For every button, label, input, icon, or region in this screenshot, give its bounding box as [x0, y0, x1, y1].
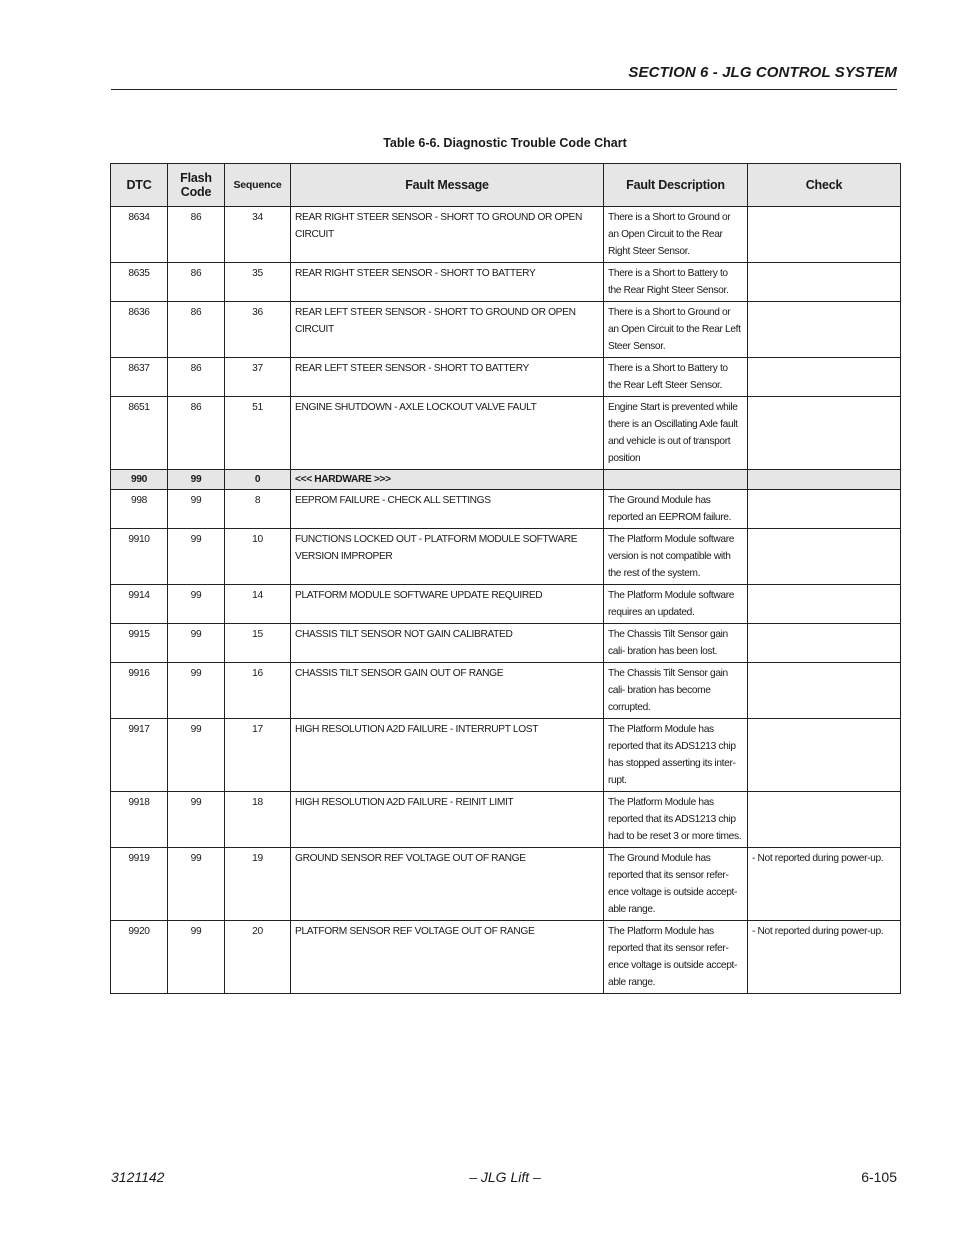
cell-check	[748, 263, 901, 302]
cell-fault-message: HIGH RESOLUTION A2D FAILURE - INTERRUPT LOST	[291, 719, 604, 792]
document-number: 3121142	[111, 1169, 165, 1185]
cell-fault-message: EEPROM FAILURE - CHECK ALL SETTINGS	[291, 490, 604, 529]
cell-dtc: 990	[111, 470, 168, 490]
cell-dtc: 9915	[111, 624, 168, 663]
cell-check	[748, 490, 901, 529]
cell-fault-message: CHASSIS TILT SENSOR NOT GAIN CALIBRATED	[291, 624, 604, 663]
cell-dtc: 8635	[111, 263, 168, 302]
cell-check	[748, 585, 901, 624]
cell-fault-description: The Platform Module has reported that its ADS1213 chip had to be reset 3 or more times.	[604, 792, 748, 848]
table-row	[111, 921, 901, 994]
cell-dtc: 998	[111, 490, 168, 529]
cell-dtc: 9910	[111, 529, 168, 585]
cell-fault-description: The Platform Module has reported that its ADS1213 chip has stopped asserting its inter- rupt.	[604, 719, 748, 792]
table-header-row	[111, 164, 901, 207]
cell-check	[748, 792, 901, 848]
cell-dtc: 8634	[111, 207, 168, 263]
section-title: SECTION 6 - JLG CONTROL SYSTEM	[628, 64, 897, 81]
cell-sequence: 8	[225, 490, 291, 529]
cell-fault-description: There is a Short to Ground or an Open Circuit to the Rear Left Steer Sensor.	[604, 302, 748, 358]
cell-sequence: 36	[225, 302, 291, 358]
cell-fault-message: ENGINE SHUTDOWN - AXLE LOCKOUT VALVE FAULT	[291, 397, 604, 470]
cell-sequence: 35	[225, 263, 291, 302]
cell-dtc: 9914	[111, 585, 168, 624]
cell-dtc: 9917	[111, 719, 168, 792]
cell-flash-code: 99	[168, 848, 225, 921]
cell-fault-message: <<< HARDWARE >>>	[291, 470, 604, 490]
column-header-check: Check	[748, 164, 901, 207]
table-row	[111, 719, 901, 792]
cell-check	[748, 529, 901, 585]
cell-flash-code: 99	[168, 921, 225, 994]
cell-fault-description: Engine Start is prevented while there is an Oscillating Axle fault and vehicle is out of transport position	[604, 397, 748, 470]
diagnostic-trouble-code-table	[110, 163, 901, 994]
table-row	[111, 624, 901, 663]
cell-dtc: 9920	[111, 921, 168, 994]
table-row	[111, 302, 901, 358]
cell-fault-message: REAR RIGHT STEER SENSOR - SHORT TO GROUND OR OPEN CIRCUIT	[291, 207, 604, 263]
cell-dtc: 9916	[111, 663, 168, 719]
cell-fault-message: REAR LEFT STEER SENSOR - SHORT TO BATTERY	[291, 358, 604, 397]
cell-flash-code: 99	[168, 585, 225, 624]
cell-flash-code: 99	[168, 490, 225, 529]
column-header-sequence: Sequence	[225, 164, 291, 207]
cell-flash-code: 99	[168, 529, 225, 585]
cell-fault-description: There is a Short to Ground or an Open Circuit to the Rear Right Steer Sensor.	[604, 207, 748, 263]
cell-dtc: 9918	[111, 792, 168, 848]
cell-dtc: 8636	[111, 302, 168, 358]
cell-dtc: 8637	[111, 358, 168, 397]
cell-check	[748, 719, 901, 792]
cell-check: - Not reported during power-up.	[748, 921, 901, 994]
cell-sequence: 10	[225, 529, 291, 585]
cell-check	[748, 470, 901, 490]
cell-sequence: 14	[225, 585, 291, 624]
cell-fault-message: PLATFORM SENSOR REF VOLTAGE OUT OF RANGE	[291, 921, 604, 994]
header-divider	[111, 89, 897, 90]
column-header-fault-description: Fault Description	[604, 164, 748, 207]
cell-flash-code: 99	[168, 792, 225, 848]
cell-sequence: 34	[225, 207, 291, 263]
cell-sequence: 0	[225, 470, 291, 490]
section-row	[111, 470, 901, 490]
cell-sequence: 17	[225, 719, 291, 792]
cell-dtc: 8651	[111, 397, 168, 470]
table-row	[111, 663, 901, 719]
cell-check	[748, 663, 901, 719]
cell-flash-code: 86	[168, 302, 225, 358]
table-row	[111, 848, 901, 921]
cell-sequence: 37	[225, 358, 291, 397]
cell-fault-description: The Platform Module software requires an updated.	[604, 585, 748, 624]
cell-fault-description: The Platform Module software version is not compatible with the rest of the system.	[604, 529, 748, 585]
cell-fault-message: REAR LEFT STEER SENSOR - SHORT TO GROUND OR OPEN CIRCUIT	[291, 302, 604, 358]
table-row	[111, 490, 901, 529]
cell-flash-code: 86	[168, 207, 225, 263]
cell-check	[748, 302, 901, 358]
cell-fault-description: There is a Short to Battery to the Rear Right Steer Sensor.	[604, 263, 748, 302]
cell-fault-description: There is a Short to Battery to the Rear Left Steer Sensor.	[604, 358, 748, 397]
cell-flash-code: 86	[168, 397, 225, 470]
table-row	[111, 207, 901, 263]
cell-fault-description: The Platform Module has reported that its sensor refer- ence voltage is outside accept- able range.	[604, 921, 748, 994]
cell-fault-description: The Ground Module has reported that its sensor refer- ence voltage is outside accept- able range.	[604, 848, 748, 921]
table-caption: Table 6-6. Diagnostic Trouble Code Chart	[383, 136, 627, 150]
cell-flash-code: 99	[168, 663, 225, 719]
cell-fault-description	[604, 470, 748, 490]
cell-sequence: 16	[225, 663, 291, 719]
cell-fault-message: HIGH RESOLUTION A2D FAILURE - REINIT LIMIT	[291, 792, 604, 848]
cell-sequence: 15	[225, 624, 291, 663]
table-row	[111, 358, 901, 397]
cell-fault-description: The Chassis Tilt Sensor gain cali- bration has been lost.	[604, 624, 748, 663]
cell-check: - Not reported during power-up.	[748, 848, 901, 921]
table-row	[111, 585, 901, 624]
column-header-dtc: DTC	[111, 164, 168, 207]
cell-fault-description: The Ground Module has reported an EEPROM failure.	[604, 490, 748, 529]
cell-check	[748, 397, 901, 470]
table-row	[111, 397, 901, 470]
table-row	[111, 529, 901, 585]
cell-flash-code: 86	[168, 263, 225, 302]
cell-fault-message: PLATFORM MODULE SOFTWARE UPDATE REQUIRED	[291, 585, 604, 624]
cell-flash-code: 99	[168, 624, 225, 663]
cell-dtc: 9919	[111, 848, 168, 921]
cell-fault-message: FUNCTIONS LOCKED OUT - PLATFORM MODULE SOFTWARE VERSION IMPROPER	[291, 529, 604, 585]
cell-fault-description: The Chassis Tilt Sensor gain cali- bration has become corrupted.	[604, 663, 748, 719]
cell-flash-code: 99	[168, 470, 225, 490]
table-body	[111, 207, 901, 994]
cell-fault-message: CHASSIS TILT SENSOR GAIN OUT OF RANGE	[291, 663, 604, 719]
cell-sequence: 20	[225, 921, 291, 994]
column-header-flash-code: Flash Code	[168, 164, 225, 207]
page-number: 6-105	[861, 1169, 897, 1185]
footer-brand: – JLG Lift –	[469, 1169, 541, 1185]
cell-flash-code: 99	[168, 719, 225, 792]
cell-sequence: 51	[225, 397, 291, 470]
table-row	[111, 263, 901, 302]
cell-flash-code: 86	[168, 358, 225, 397]
table-row	[111, 792, 901, 848]
cell-fault-message: GROUND SENSOR REF VOLTAGE OUT OF RANGE	[291, 848, 604, 921]
cell-sequence: 18	[225, 792, 291, 848]
cell-check	[748, 624, 901, 663]
cell-check	[748, 358, 901, 397]
cell-fault-message: REAR RIGHT STEER SENSOR - SHORT TO BATTERY	[291, 263, 604, 302]
cell-sequence: 19	[225, 848, 291, 921]
cell-check	[748, 207, 901, 263]
column-header-fault-message: Fault Message	[291, 164, 604, 207]
